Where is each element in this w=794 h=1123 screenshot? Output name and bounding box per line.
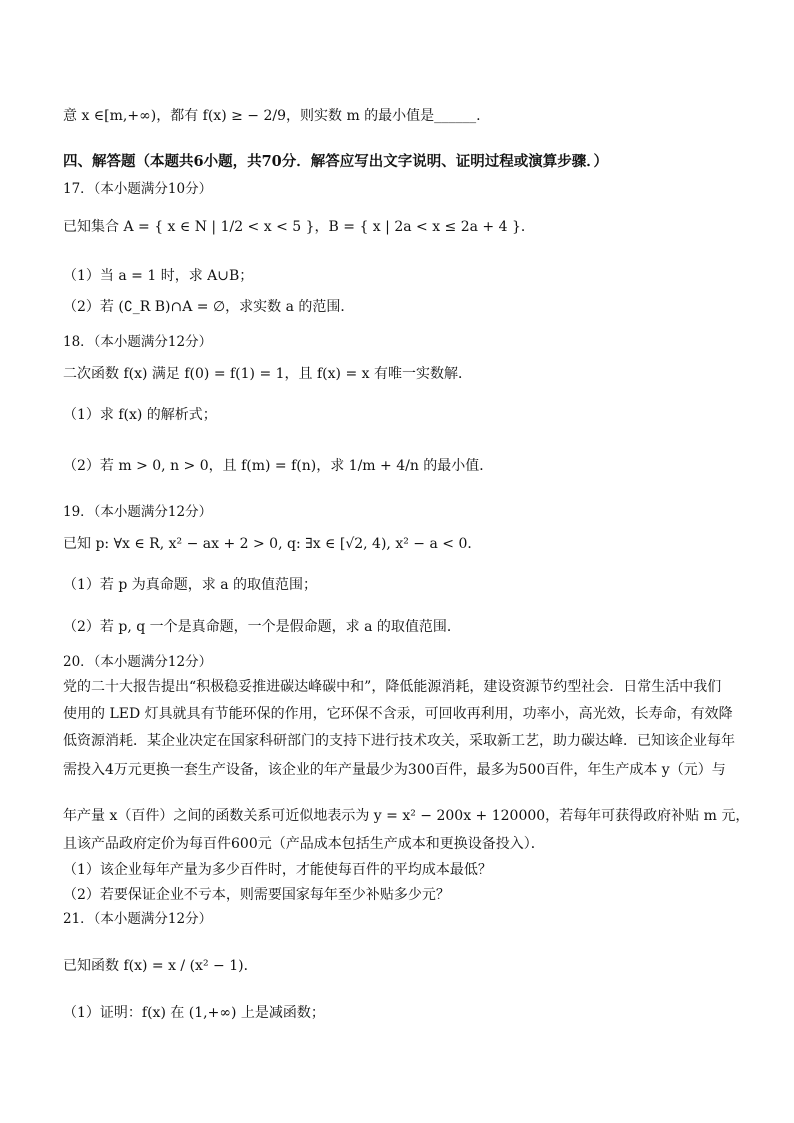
q20-text-line3: 低资源消耗．某企业决定在国家科研部门的支持下进行技术攻关，采取新工艺，助力碳达峰．已知该企业每年: [63, 733, 735, 749]
q18-header: 18．（本小题满分12分）: [63, 334, 213, 350]
q18-stem: 二次函数 f(x) 满足 f(0) = f(1) = 1，且 f(x) = x 有唯一实数解．: [63, 366, 472, 382]
q17-part2: （2）若 (∁_R B)∩A = ∅，求实数 a 的范围．: [63, 299, 355, 315]
q19-header: 19．（本小题满分12分）: [63, 504, 213, 520]
q20-text-line1: 党的二十大报告提出“积极稳妥推进碳达峰碳中和”，降低能源消耗，建设资源节约型社会．日常生活中我们: [63, 679, 722, 695]
q20-part1: （1）该企业每年产量为多少百件时，才能使每百件的平均成本最低？: [63, 862, 492, 878]
q18-part1: （1）求 f(x) 的解析式；: [63, 407, 217, 423]
q16-continuation: 意 x ∈[m,+∞)，都有 f(x) ≥ − 2/9，则实数 m 的最小值是______.: [63, 108, 481, 124]
q20-part2: （2）若要保证企业不亏本，则需要国家每年至少补贴多少元？: [63, 887, 450, 903]
section-heading: 四、解答题（本题共6小题，共70分．解答应写出文字说明、证明过程或演算步骤．）: [63, 153, 609, 170]
q17-header: 17．（本小题满分10分）: [63, 181, 213, 197]
q20-header: 20．（本小题满分12分）: [63, 654, 213, 670]
q17-part1: （1）当 a = 1 时，求 A∪B；: [63, 268, 254, 284]
q20-text-line2: 使用的 LED 灯具就具有节能环保的作用，它环保不含汞，可回收再利用，功率小，高光效，长寿命，有效降: [63, 706, 733, 722]
q21-part1: （1）证明：f(x) 在 (1,+∞) 上是减函数；: [63, 1005, 325, 1021]
q19-part2: （2）若 p, q 一个是真命题，一个是假命题，求 a 的取值范围．: [63, 619, 461, 635]
q20-text-line5: 年产量 x（百件）之间的函数关系可近似地表示为 y = x² − 200x + 120000，若每年可获得政府补贴 m 元，: [63, 808, 750, 824]
q18-part2: （2）若 m > 0, n > 0，且 f(m) = f(n)，求 1/m + 4/n 的最小值．: [63, 458, 494, 474]
q21-stem: 已知函数 f(x) = x / (x² − 1)．: [63, 958, 258, 974]
q20-text-line4: 需投入4万元更换一套生产设备，该企业的年产量最少为300百件，最多为500百件，年生产成本 y（元）与: [63, 762, 726, 778]
q20-text-line6: 且该产品政府定价为每百件600元（产品成本包括生产成本和更换设备投入）．: [63, 836, 545, 852]
q17-stem: 已知集合 A = { x ∈ N | 1/2 < x < 5 }，B = { x | 2a < x ≤ 2a + 4 }．: [63, 219, 535, 235]
q19-part1: （1）若 p 为真命题，求 a 的取值范围；: [63, 577, 318, 593]
q21-header: 21．（本小题满分12分）: [63, 911, 213, 927]
q19-stem: 已知 p: ∀x ∈ R, x² − ax + 2 > 0, q: ∃x ∈ [√2, 4), x² − a < 0．: [63, 536, 482, 552]
